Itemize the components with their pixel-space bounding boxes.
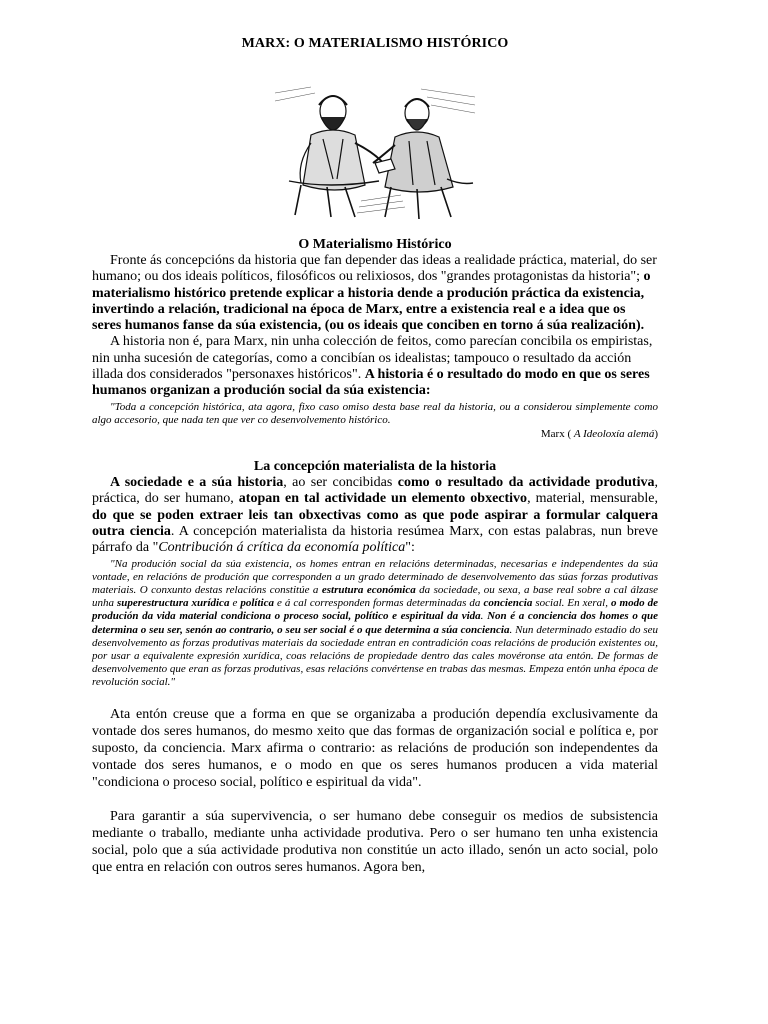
paragraph-historia <box>92 334 658 399</box>
quote-ideoloxia: "Toda a concepción histórica, ata agora, fixo caso omiso desta base real da historia, ou a considerou simplemente como algo accesorio, que nada ten que ver co desenvolvemento histórico. <box>92 400 658 426</box>
section-heading-materialismo: O Materialismo Histórico <box>298 237 452 252</box>
sociedade-bold-3: atopan en tal actividade un elemento obxectivo <box>238 491 528 507</box>
quote-credit <box>92 427 658 441</box>
credit-work: A Ideoloxía alemá <box>573 428 655 441</box>
sociedade-bold-4: do que se poden extraer leis tan obxectivas como as que pode aspirar a formular calquera outra ciencia <box>92 507 658 539</box>
quote-part-2: da sociedade, ou sexa, a base real sobre a cal álzase unha <box>92 583 658 610</box>
spacer <box>92 690 658 706</box>
sociedade-text-3: , material, mensurable, <box>527 491 658 507</box>
section-heading-concepcion: La concepción materialista de la historia <box>253 459 497 475</box>
paragraph-ata-enton: Ata entón creuse que a forma en que se organizaba a produción dependía exclusivamente da vontade dos seres humanos, do mesmo xeito que das formas de organización social e política e, por suposto, da conciencia. Marx afirma o contrario: as relacións de produción son independentes da vontade dos seres humanos, e o modo en que os seres humanos producen a vida material "condiciona o proceso social, político e espiritual da vida". <box>92 706 658 791</box>
paragraph-intro-text: Fronte ás concepcións da historia que fan depender das ideas a realidade práctica, material, do ser humano; ou dos ideais políticos, filosóficos ou relixiosos, dos "grandes protagonistas da historia"; <box>92 253 657 285</box>
paragraph-supervivencia: Para garantir a súa supervivencia, o ser humano debe conseguir os medios de subsistencia mediante o traballo, mediante unha actividade produtiva. Pero o ser humano ten unha existencia social, polo que a súa actividade produtiva non constitúe un acto illado, senón un acto social, polo que entra en relación con outros seres humanos. Agora ben, <box>92 808 658 876</box>
credit-author: Marx ( <box>540 428 574 441</box>
paragraph-intro-bold: o materialismo histórico pretende explicar a historia dende a produción práctica da existencia, invertindo a relación, tradicional na época de Marx, entre a existencia real e a idea que os seres humanos fanse da súa existencia, (ou os ideais que conciben en torno á súa realización). <box>92 269 651 334</box>
sociedade-text-1: , ao ser concibidas <box>283 475 398 491</box>
quote-bold-3: política <box>240 597 274 610</box>
quote-part-4: e á cal corresponden formas determinadas da <box>273 597 484 610</box>
quote-contribucion <box>92 558 658 690</box>
paragraph-historia-bold: A historia é o resultado do modo en que os seres humanos organizan a produción social da súa existencia: <box>92 367 650 399</box>
sociedade-text-2: , práctica, do ser humano, <box>92 475 658 507</box>
quote-bold-2: superestructura xurídica <box>117 597 230 610</box>
sociedade-italic-work: Contribución á crítica da economía política <box>158 540 406 556</box>
quote-part-5: social. En xeral, <box>532 597 611 610</box>
quote-part-6: . <box>480 610 488 623</box>
spacer <box>92 792 658 808</box>
marx-engels-illustration <box>271 83 479 221</box>
document-page <box>92 0 658 876</box>
document-title: MARX: O MATERIALISMO HISTÓRICO <box>241 36 509 51</box>
sociedade-text-5: ": <box>405 540 415 556</box>
sociedade-bold-2: como o resultado da actividade produtiva <box>397 475 655 491</box>
quote-part-7: . Nun determinado estadio do seu desenvolvemento as forzas produtivas materiais da sociedade entran en contradición coas relacións de produción existentes ou, por usar a equivalente expresión xurídica, coas relacións de propiedade dentro das cales movéronse ata entón. De formas de desenvolvemento que eran as forzas produtivas, esas relacións convértense en trabas das mesmas. Empeza entón unha época de revolución social." <box>92 623 658 689</box>
paragraph-sociedade <box>92 475 658 556</box>
quote-bold-5: o modo de produción da vida material condiciona o proceso social, político e espiritual da vida <box>92 597 658 623</box>
quote-bold-6: Non é a conciencia dos homes o que determina o seu ser, senón ao contrario, o seu ser social é o que determina a súa conciencia <box>92 610 658 636</box>
paragraph-historia-text: A historia non é, para Marx, nin unha colección de feitos, como parecían concibila os empiristas, nin unha sucesión de categorías, como a concibían os idealistas; tampouco o resultado da acción illada dos considerados "personaxes históricos". <box>92 334 653 383</box>
sociedade-text-4: . A concepción materialista da historia resúmea Marx, con estas palabras, nun breve párrafo da " <box>92 523 658 556</box>
paragraph-intro <box>92 253 658 334</box>
quote-part-1: "Na produción social da súa existencia, os homes entran en relacións determinadas, necesarias e independentes da súa vontade, en relacións de produción que corresponden a un grado determinado de desenvolvemento das súas forzas produtivas materiais. O conxunto destas relacións constitúe a <box>92 557 658 596</box>
sociedade-bold-1: A sociedade e a súa historia <box>110 475 284 491</box>
credit-close: ) <box>654 428 658 441</box>
quote-bold-1: estrutura económica <box>321 583 416 596</box>
quote-part-3: e <box>229 597 241 610</box>
quote-bold-4: conciencia <box>483 597 533 610</box>
